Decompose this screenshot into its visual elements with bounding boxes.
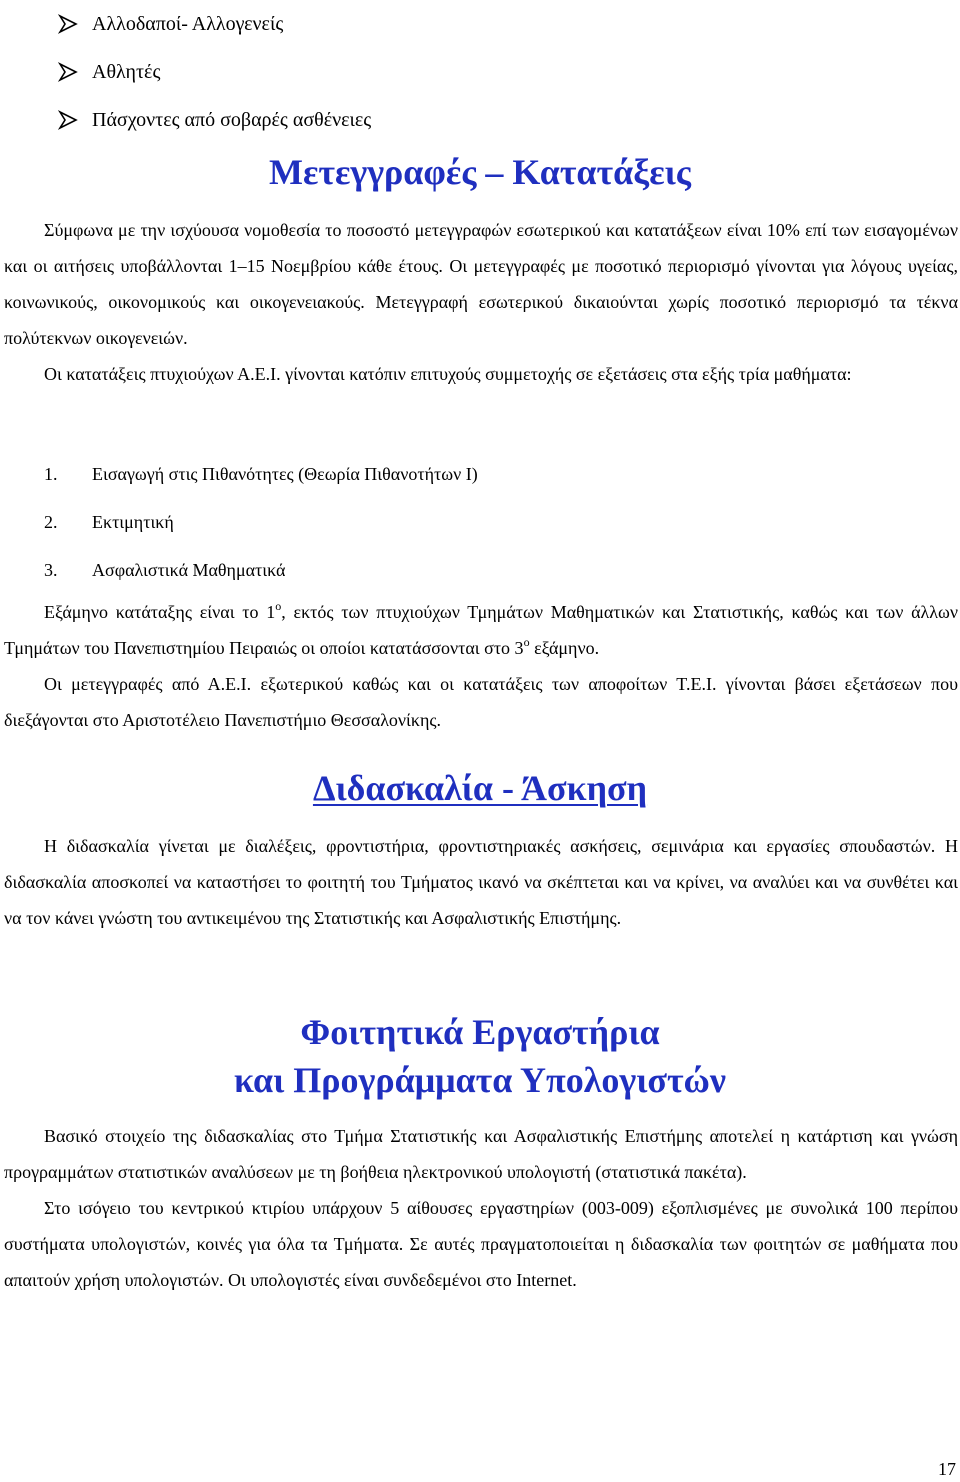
list-item xyxy=(58,48,918,96)
labs-heading xyxy=(0,1008,960,1104)
list-item-text: Αθλητές xyxy=(92,61,161,83)
list-item xyxy=(58,96,918,144)
transfers-paragraph-1: Σύμφωνα με την ισχύουσα νομοθεσία το ποσοστό μετεγγραφών εσωτερικού και κατατάξεων είναι 10% επί των εισαγομένων και οι αιτήσεις υποβάλλονται 1–15 Νοεμβρίου κάθε έτους. Οι μετεγγραφές με ποσοτικό περιορισμό γίνονται για λόγους υγείας, κοινωνικούς, οικονομικούς και οικογενειακούς. Μετεγγραφή εσωτερικού δικαιούνται χωρίς ποσοτικό περιορισμό τα τέκνα πολύτεκνων οικογενειών. xyxy=(4,220,958,348)
subjects-list xyxy=(44,450,478,594)
list-item-text: Αλλοδαποί- Αλλογενείς xyxy=(92,13,284,35)
list-number: 1. xyxy=(44,464,58,484)
arrow-bullet-icon xyxy=(58,110,78,130)
list-number: 3. xyxy=(44,560,58,580)
arrow-bullet-icon xyxy=(58,62,78,82)
teaching-paragraph: Η διδασκαλία γίνεται με διαλέξεις, φροντιστήρια, φροντιστηριακές ασκήσεις, σεμινάρια και εργασίες σπουδαστών. Η διδασκαλία αποσκοπεί να καταστήσει το φοιτητή του Τμήματος ικανό να σκέπτεται και να κρίνει, να αναλύει και να συνθέτει και να τον κάνει γνώστη του αντικειμένου της Στατιστικής και Ασφαλιστικής Επιστήμης. xyxy=(4,836,958,928)
list-item xyxy=(44,498,478,546)
list-item xyxy=(44,546,478,594)
teaching-heading: Διδασκαλία - Άσκηση xyxy=(312,768,648,808)
labs-paragraph-2: Στο ισόγειο του κεντρικού κτιρίου υπάρχουν 5 αίθουσες εργαστηρίων (003-009) εξοπλισμένες με συνολικά 100 περίπου συστήματα υπολογιστών, κοινές για όλα τα Τμήματα. Σε αυτές πραγματοποιείται η διδασκαλία των φοιτητών σε μαθήματα που απαιτούν χρήση υπολογιστών. Οι υπολογιστές είναι συνδεδεμένοι στο Internet. xyxy=(4,1198,958,1290)
page-number: 17 xyxy=(938,1459,956,1479)
teaching-paragraphs xyxy=(4,828,958,936)
external-transfers-paragraph: Οι μετεγγραφές από Α.Ε.Ι. εξωτερικού καθώς και οι κατατάξεις των αποφοίτων Τ.Ε.Ι. γίνονται βάσει εξετάσεων που διεξάγονται στο Αριστοτέλειο Πανεπιστήμιο Θεσσαλονίκης. xyxy=(4,674,958,730)
labs-heading-line-2: και Προγράμματα Υπολογιστών xyxy=(234,1060,726,1100)
bullet-list xyxy=(58,0,918,144)
transfers-heading: Μετεγγραφές – Κατατάξεις xyxy=(269,152,691,192)
list-item-text: Εκτιμητική xyxy=(92,512,174,532)
list-item-text: Εισαγωγή στις Πιθανότητες (Θεωρία Πιθανοτήτων Ι) xyxy=(92,464,478,484)
labs-paragraph-1: Βασικό στοιχείο της διδασκαλίας στο Τμήμα Στατιστικής και Ασφαλιστικής Επιστήμης αποτελεί η κατάρτιση και γνώση προγραμμάτων στατιστικών αναλύσεων με τη βοήθεια ηλεκτρονικού υπολογιστή (στατιστικά πακέτα). xyxy=(4,1126,958,1182)
labs-paragraphs xyxy=(4,1118,958,1298)
labs-heading-line-1: Φοιτητικά Εργαστήρια xyxy=(300,1012,660,1052)
transfers-paragraphs xyxy=(4,212,958,392)
semester-paragraph: Εξάμηνο κατάταξης είναι το $1^o$, εκτός των πτυχιούχων Τμημάτων Μαθηματικών και Στατιστικής, καθώς και των άλλων Τμημάτων του Πανεπιστημίου Πειραιώς οι οποίοι κατατάσσονται στο $3^o$ εξάμηνο. xyxy=(4,599,958,658)
list-item xyxy=(44,450,478,498)
list-item xyxy=(58,0,918,48)
list-number: 2. xyxy=(44,512,58,532)
list-item-text: Πάσχοντες από σοβαρές ασθένειες xyxy=(92,109,372,131)
list-item-text: Ασφαλιστικά Μαθηματικά xyxy=(92,560,286,580)
transfers-paragraph-2: Οι κατατάξεις πτυχιούχων Α.Ε.Ι. γίνονται κατόπιν επιτυχούς συμμετοχής σε εξετάσεις στα εξής τρία μαθήματα: xyxy=(44,364,852,384)
arrow-bullet-icon xyxy=(58,14,78,34)
semester-paragraphs xyxy=(4,594,958,738)
